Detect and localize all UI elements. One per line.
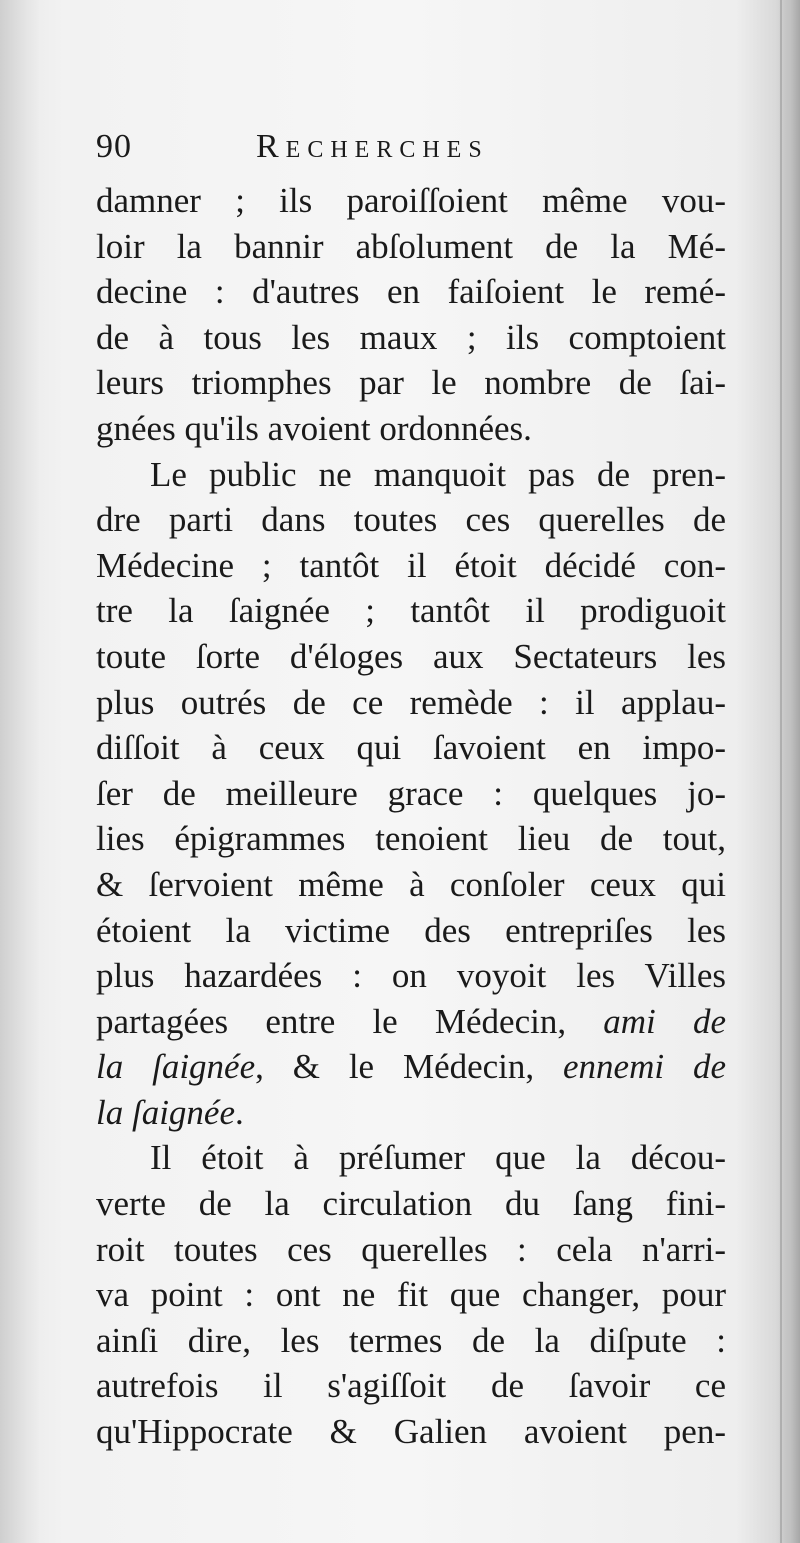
text-line: & ſervoient même à conſoler ceux qui [96, 864, 726, 904]
text-line: Il étoit à préſumer que la décou- [150, 1138, 726, 1178]
gutter-shadow [0, 0, 40, 1543]
text-line: de à tous les maux ; ils comptoient [96, 317, 726, 357]
text-line: loir la bannir abſolument de la Mé- [96, 226, 726, 266]
text-line: toute ſorte d'éloges aux Sectateurs les [96, 636, 726, 676]
text-line: Médecine ; tantôt il étoit décidé con- [96, 545, 726, 585]
text-line: damner ; ils paroiſſoient même vou- [96, 181, 726, 220]
text-line: ſer de meilleure grace : quelques jo- [96, 773, 726, 813]
text-line: leurs triomphes par le nombre de ſai- [96, 363, 726, 403]
text-line [96, 1090, 726, 1136]
text-line: dre parti dans toutes ces querelles de [96, 500, 726, 540]
text-line: plus outrés de ce remède : il applau- [96, 682, 726, 722]
text-line: verte de la circulation du ſang fini- [96, 1184, 726, 1224]
text-line: autrefois il s'agiſſoit de ſavoir ce [96, 1366, 726, 1406]
text-line: diſſoit à ceux qui ſavoient en impo- [96, 728, 726, 768]
body-text [96, 178, 726, 1455]
text-line: decine : d'autres en faiſoient le remé- [96, 272, 726, 312]
text-segment: , & le Médecin, [255, 1047, 564, 1087]
italic-segment: la ſaignée [96, 1092, 235, 1132]
text-line: tre la ſaignée ; tantôt il prodiguoit [96, 591, 726, 631]
text-line [96, 999, 726, 1045]
text-line: gnées qu'ils avoient ordonnées. [96, 408, 532, 448]
text-segment: partagées entre le Médecin, [96, 1001, 604, 1041]
italic-segment: la ſaignée [96, 1047, 256, 1087]
page-number: 90 [96, 128, 132, 165]
text-line: qu'Hippocrate & Galien avoient pen- [96, 1412, 726, 1452]
page-edge-line [780, 0, 782, 1543]
running-head: Recherches [256, 128, 489, 165]
text-line: plus hazardées : on voyoit les Villes [96, 956, 726, 996]
text-line: lies épigrammes tenoient lieu de tout, [96, 819, 726, 859]
text-line [96, 1044, 726, 1090]
italic-segment: ami de [603, 1001, 726, 1041]
italic-segment: ennemi de [563, 1047, 726, 1087]
page-header [96, 128, 726, 172]
text-line: Le public ne manquoit pas de pren- [150, 454, 726, 494]
text-line: va point : ont ne fit que changer, pour [96, 1275, 726, 1315]
text-segment: . [235, 1092, 244, 1132]
text-line: ainſi dire, les termes de la diſpute : [96, 1320, 726, 1360]
text-line: étoient la victime des entrepriſes les [96, 910, 726, 950]
text-line: roit toutes ces querelles : cela n'arri- [96, 1229, 726, 1269]
